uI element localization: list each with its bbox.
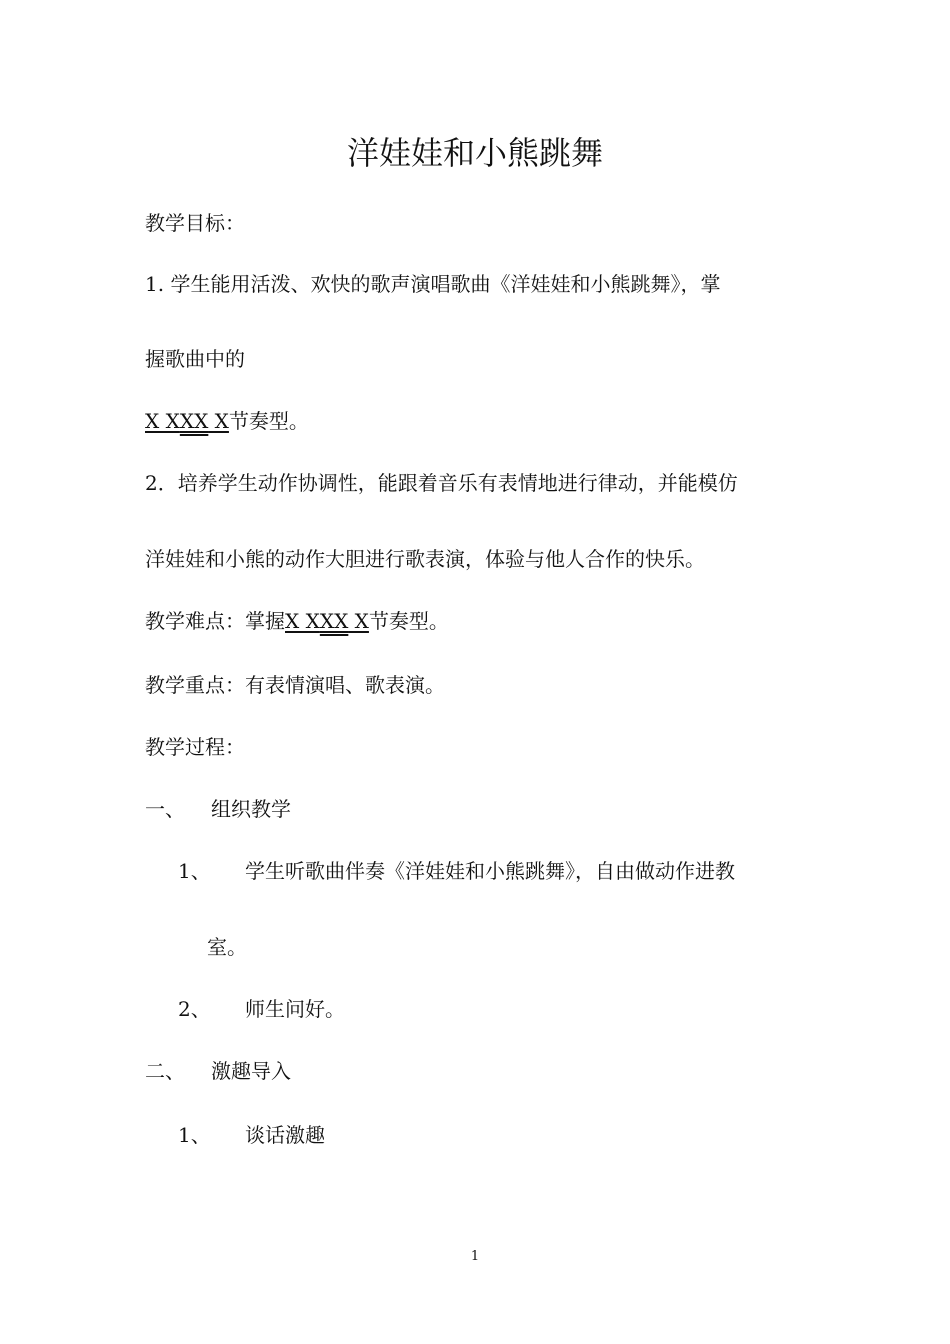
item-2-1-line: [178, 1121, 325, 1149]
document-title: 洋娃娃和小熊跳舞: [346, 134, 603, 172]
page-number: 1: [470, 1249, 480, 1264]
rhythm-end: X: [208, 409, 229, 433]
item-1-2-marker: 2、: [178, 997, 211, 1021]
section-1-marker: 一、: [145, 797, 185, 821]
difficulty-suffix: 节奏型。: [368, 609, 449, 633]
section-2-marker: 二、: [145, 1059, 185, 1083]
item-1-2-line: [178, 995, 345, 1023]
item-2-1-text: 谈话激趣: [245, 1123, 325, 1147]
difficulty-line: [145, 607, 449, 635]
difficulty-rhythm-start: X X: [285, 609, 320, 633]
difficulty-rhythm-pattern: [285, 609, 369, 633]
objective-1-line-2: 握歌曲中的: [145, 347, 245, 371]
rhythm-suffix: 节奏型。: [228, 409, 309, 433]
item-1-1-text: 学生听歌曲伴奏《洋娃娃和小熊跳舞》，自由做动作进教: [245, 859, 735, 883]
difficulty-rhythm-end: X: [348, 609, 369, 633]
process-heading: 教学过程：: [145, 735, 245, 759]
item-1-1-marker: 1、: [178, 859, 211, 883]
item-1-1-line-2: 室。: [207, 935, 247, 959]
rhythm-line: [145, 407, 309, 435]
section-2-title: 激趣导入: [211, 1059, 291, 1083]
section-1-heading: [145, 795, 291, 823]
item-1-1-line-1: [178, 857, 735, 885]
objective-2-line-1: 2．培养学生动作协调性，能跟着音乐有表情地进行律动，并能模仿: [145, 471, 738, 495]
rhythm-pattern: [145, 409, 229, 433]
objective-2-line-2: 洋娃娃和小熊的动作大胆进行歌表演，体验与他人合作的快乐。: [145, 547, 705, 571]
section-2-heading: [145, 1057, 291, 1085]
key-point-line: 教学重点：有表情演唱、歌表演。: [145, 673, 445, 697]
objective-1-line-1: 1. 学生能用活泼、欢快的歌声演唱歌曲《洋娃娃和小熊跳舞》，掌: [145, 272, 721, 296]
difficulty-label: 教学难点：掌握: [145, 609, 285, 633]
item-1-2-text: 师生问好。: [245, 997, 345, 1021]
section-1-title: 组织教学: [211, 797, 291, 821]
rhythm-start: X X: [145, 409, 180, 433]
rhythm-double-note: XX: [179, 409, 209, 433]
difficulty-rhythm-double-note: XX: [319, 609, 349, 633]
objectives-heading: 教学目标：: [145, 211, 245, 235]
item-2-1-marker: 1、: [178, 1123, 211, 1147]
